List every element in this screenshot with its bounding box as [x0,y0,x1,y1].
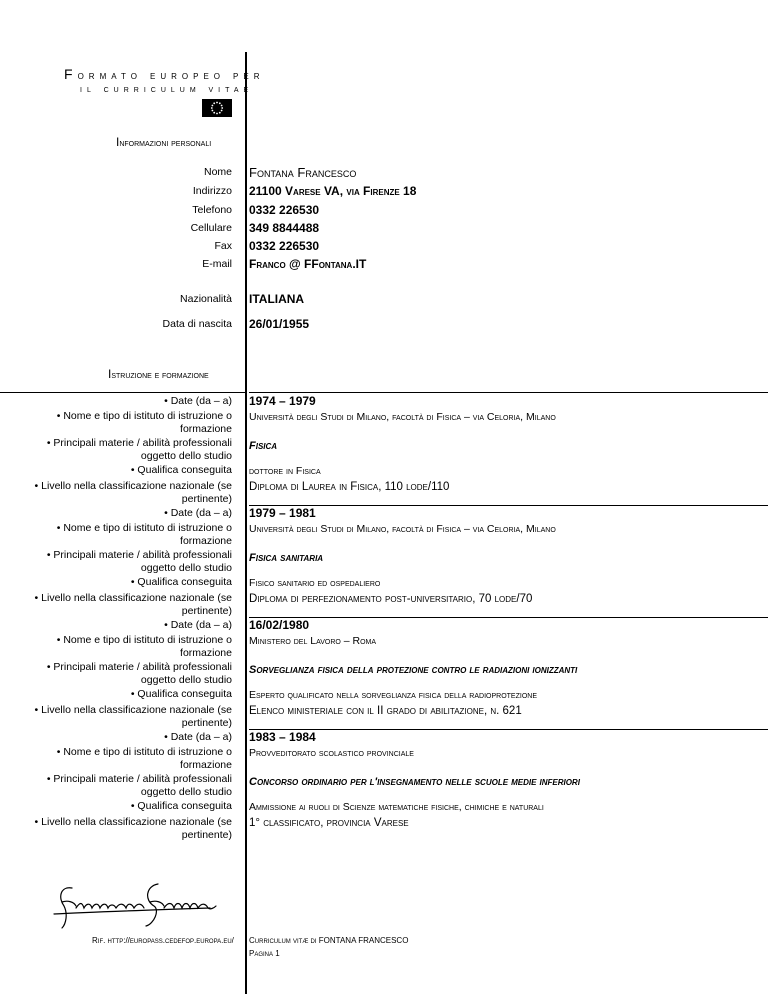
entry-date: 1983 – 1984 [249,730,316,744]
entry-separator [249,505,768,506]
label-qualifica: • Qualifica conseguita [130,800,232,812]
label-nome: Nome [203,166,232,178]
entry-qualifica: Fisico sanitario ed ospedaliero [249,577,381,589]
label-date: • Date (da – a) [164,619,232,631]
label-livello: • Livello nella classificazione nazionale (se pertinente) [34,592,232,617]
entry-istituto: Università degli Studi di Milano, facoltà di Fisica – via Celoria, Milano [249,411,556,423]
value-nazionalita: ITALIANA [249,292,305,306]
footer-europass-ref[interactable]: Rif. http://europass.cedefop.europa.eu/ [92,936,234,945]
value-cellulare: 349 8844488 [249,221,320,235]
label-date: • Date (da – a) [164,507,232,519]
entry-qualifica: Esperto qualificato nella sorveglianza fisica della radioprotezione [249,689,537,701]
cv-title-line1: Formato europeo per [64,66,265,82]
column-divider [245,52,247,994]
signature-image [50,880,220,935]
entry-separator [249,617,768,618]
label-materie: • Principali materie / abilità professionali oggetto dello studio [46,549,232,574]
label-istituto: • Nome e tipo di istituto di istruzione o formazione [56,634,232,659]
entry-materie: Fisica [249,440,278,452]
entry-date: 1979 – 1981 [249,506,316,520]
entry-livello: Elenco ministeriale con il II grado di abilitazione, n. 621 [249,705,522,717]
label-email: E-mail [202,258,232,270]
label-materie: • Principali materie / abilità professionali oggetto dello studio [46,773,232,798]
label-istituto: • Nome e tipo di istituto di istruzione o formazione [56,746,232,771]
entry-separator [0,392,245,393]
label-indirizzo: Indirizzo [192,185,232,197]
label-date: • Date (da – a) [164,731,232,743]
label-cellulare: Cellulare [190,222,232,234]
entry-date: 1974 – 1979 [249,394,316,408]
entry-istituto: Ministero del Lavoro – Roma [249,635,377,647]
entry-livello: 1° classificato, provincia Varese [249,817,409,829]
entry-materie: Fisica sanitaria [249,552,324,564]
entry-materie: Sorveglianza fisica della protezione contro le radiazioni ionizzanti [249,664,578,676]
label-telefono: Telefono [192,204,232,216]
entry-materie: Concorso ordinario per l'insegnamento nelle scuole medie inferiori [249,776,580,788]
label-qualifica: • Qualifica conseguita [130,688,232,700]
entry-separator [249,392,768,393]
label-data-nascita: Data di nascita [162,318,232,330]
cv-title-line2: il curriculum vitae [80,84,254,95]
label-istituto: • Nome e tipo di istituto di istruzione o formazione [56,522,232,547]
entry-qualifica: Ammissione ai ruoli di Scienze matematiche fisiche, chimiche e naturali [249,801,544,813]
value-telefono: 0332 226530 [249,203,320,217]
section-personal-title: Informazioni personali [116,135,212,149]
label-istituto: • Nome e tipo di istituto di istruzione o formazione [56,410,232,435]
footer-page-number: Pagina 1 [249,949,280,958]
value-fax: 0332 226530 [249,239,320,253]
label-qualifica: • Qualifica conseguita [130,576,232,588]
label-livello: • Livello nella classificazione nazionale (se pertinente) [34,816,232,841]
entry-date: 16/02/1980 [249,618,310,632]
entry-livello: Diploma di perfezionamento post-universitario, 70 lode/70 [249,593,533,605]
label-materie: • Principali materie / abilità professionali oggetto dello studio [46,661,232,686]
footer-cv-title: Curriculum vitæ di FONTANA FRANCESCO [249,936,409,945]
entry-istituto: Università degli Studi di Milano, facoltà di Fisica – via Celoria, Milano [249,523,556,535]
label-date: • Date (da – a) [164,395,232,407]
label-qualifica: • Qualifica conseguita [130,464,232,476]
entry-livello: Diploma di Laurea in Fisica, 110 lode/110 [249,481,450,493]
entry-istituto: Provveditorato scolastico provinciale [249,747,414,759]
label-livello: • Livello nella classificazione nazionale (se pertinente) [34,704,232,729]
eu-flag-icon [202,99,232,117]
label-nazionalita: Nazionalità [180,293,232,305]
value-email[interactable]: Franco @ FFontana.IT [249,257,367,271]
label-livello: • Livello nella classificazione nazionale (se pertinente) [34,480,232,505]
section-education-title: Istruzione e formazione [108,367,209,381]
label-materie: • Principali materie / abilità professionali oggetto dello studio [46,437,232,462]
value-data-nascita: 26/01/1955 [249,317,310,331]
entry-qualifica: dottore in Fisica [249,465,321,477]
value-indirizzo: 21100 Varese VA, via Firenze 18 [249,184,417,198]
label-fax: Fax [214,240,232,252]
value-nome: Fontana Francesco [249,165,357,180]
entry-separator [249,729,768,730]
